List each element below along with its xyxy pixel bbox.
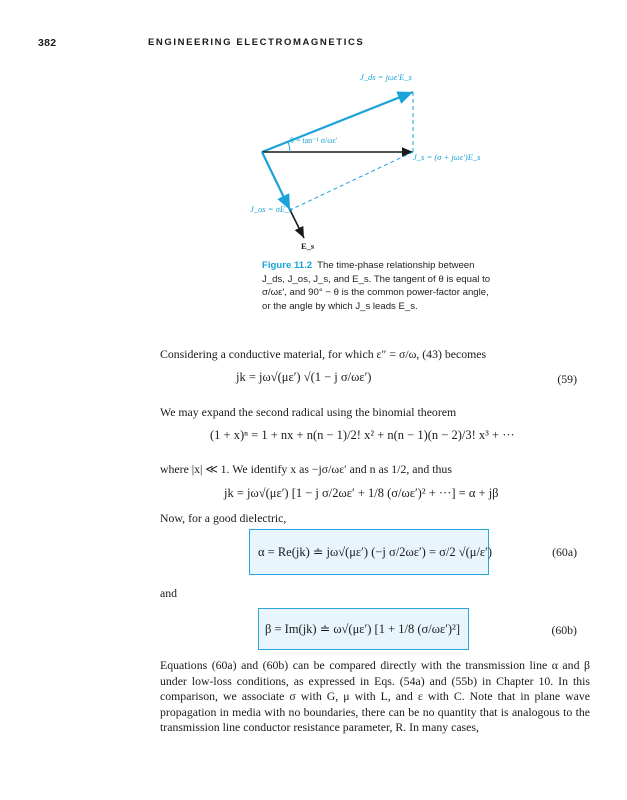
dashed-line-lower bbox=[290, 152, 413, 210]
figure-label: Figure 11.2 bbox=[262, 260, 313, 271]
es-vector bbox=[290, 210, 304, 238]
paragraph-6: Equations (60a) and (60b) can be compared directly with the transmission line α and β under low-loss conditions, as expressed in Eqs. (54a) and (55b) in Chapter 10. In this comparison, we associate σ with G, μ with L, and ε with C. Note that in plane wave propagation in media with no boundaries, there can be no quantity that is analogous to the transmission line conductor resistance parameter, R. In many cases, bbox=[160, 658, 590, 734]
page-number: 382 bbox=[38, 37, 57, 49]
label-es: E_s bbox=[301, 241, 315, 251]
label-jds: J_ds = jωε′E_s bbox=[360, 72, 412, 82]
expansion-equation: jk = jω√(με′) [1 − j σ/2ωε′ + 1/8 (σ/ωε′)² + ···] = α + jβ bbox=[224, 486, 499, 500]
paragraph-1: Considering a conductive material, for which ε″ = σ/ω, (43) becomes bbox=[160, 347, 487, 361]
figure-caption-text: The time-phase relationship between J_ds, J_os, J_s, and E_s. The tangent of θ is equal to σ/ωε′, and 90° − θ is the common power-factor angle, or the angle by which J_s leads E_s. bbox=[262, 260, 491, 312]
figure-caption bbox=[262, 259, 492, 313]
equation-60b: β = Im(jk) ≐ ω√(με′) [1 + 1/8 (σ/ωε′)²] bbox=[265, 622, 461, 636]
equation-60a-number: (60a) bbox=[552, 545, 577, 559]
running-head: ENGINEERING ELECTROMAGNETICS bbox=[148, 37, 365, 48]
equation-60b-number: (60b) bbox=[551, 623, 577, 637]
equation-60a: α = Re(jk) ≐ jω√(με′) (−j σ/2ωε′) = σ/2 √(μ/ε′) bbox=[258, 545, 493, 559]
label-jos: J_os = σE_s bbox=[250, 204, 293, 214]
phasor-figure bbox=[230, 60, 510, 255]
equation-59-number: (59) bbox=[557, 372, 577, 386]
jos-vector bbox=[262, 152, 290, 210]
paragraph-5: and bbox=[160, 586, 178, 600]
paragraph-2: We may expand the second radical using the binomial theorem bbox=[160, 405, 457, 419]
binomial-equation: (1 + x)ⁿ = 1 + nx + n(n − 1)/2! x² + n(n − 1)(n − 2)/3! x³ + ··· bbox=[210, 428, 515, 442]
equation-59: jk = jω√(με′) √(1 − j σ/ωε′) bbox=[236, 370, 372, 384]
label-theta: θ = tan⁻¹ σ/ωε′ bbox=[290, 136, 338, 145]
paragraph-4: Now, for a good dielectric, bbox=[160, 511, 287, 525]
paragraph-3: where |x| ≪ 1. We identify x as −jσ/ωε′ and n as 1/2, and thus bbox=[160, 462, 452, 476]
label-js: J_s = (σ + jωε′)E_s bbox=[413, 152, 481, 162]
